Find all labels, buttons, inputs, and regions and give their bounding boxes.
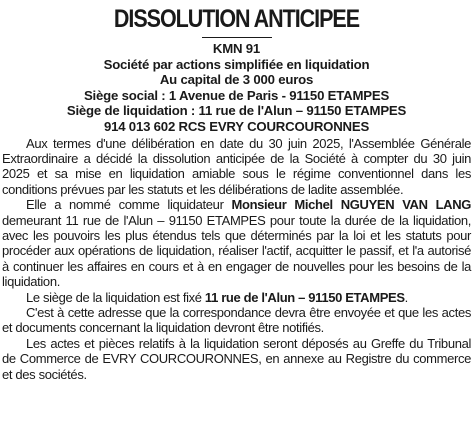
company-registration: 914 013 602 RCS EVRY COURCOURONNES [103,118,370,134]
notice-title: DISSOLUTION ANTICIPEE [113,5,360,33]
liquidation-seat-intro: Le siège de la liquidation est fixé [26,289,205,305]
company-capital: Au capital de 3 000 euros [159,72,314,88]
liquidation-office: Siège de liquidation : 11 rue de l'Alun – 91150 ETAMPES [66,103,407,119]
liquidator-name: Monsieur Michel NGUYEN VAN LANG [231,197,471,213]
liquidator-details: demeurant 11 rue de l'Alun – 91150 ETAMPES pour toute la durée de la liquidation, avec les pouvoirs les plus étendus tels que déterminés par la loi et les statuts pour procéder aux opérations de liquidation, réaliser l'actif, acquitter le passif, et l'a autorisé à continuer les affaires en cours et à en engager de nouvelles pour les besoins de la liquidation. [2,212,471,290]
paragraph-liquidation-seat [2,290,471,305]
company-name: KMN 91 [212,41,261,56]
title-divider [202,37,272,38]
company-form: Société par actions simplifiée en liquidation [103,56,370,72]
registered-office: Siège social : 1 Avenue de Paris - 91150 ETAMPES [83,87,390,103]
notice-body [2,136,471,383]
liquidation-seat-address: 11 rue de l'Alun – 91150 ETAMPES [204,289,405,305]
paragraph-correspondence: C'est à cette adresse que la correspondance devra être envoyée et que les actes et documents concernant la liquidation devront être notifiés. [2,305,471,336]
liquidation-seat-end: . [404,289,408,305]
paragraph-filing: Les actes et pièces relatifs à la liquidation seront déposés au Greffe du Tribunal de Commerce de EVRY COURCOURONNES, en annexe au Registre du commerce et des sociétés. [2,335,471,382]
paragraph-dissolution: Aux termes d'une délibération en date du 30 juin 2025, l'Assemblée Générale Extraordinaire a décidé la dissolution anticipée de la Société à compter du 30 juin 2025 et sa mise en liquidation amiable sous le régime conventionnel dans les conditions prévues par les statuts et les délibérations de ladite assemblée. [2,135,471,197]
liquidator-intro: Elle a nommé comme liquidateur [26,197,232,213]
paragraph-liquidator [2,197,471,289]
company-header [2,41,471,135]
